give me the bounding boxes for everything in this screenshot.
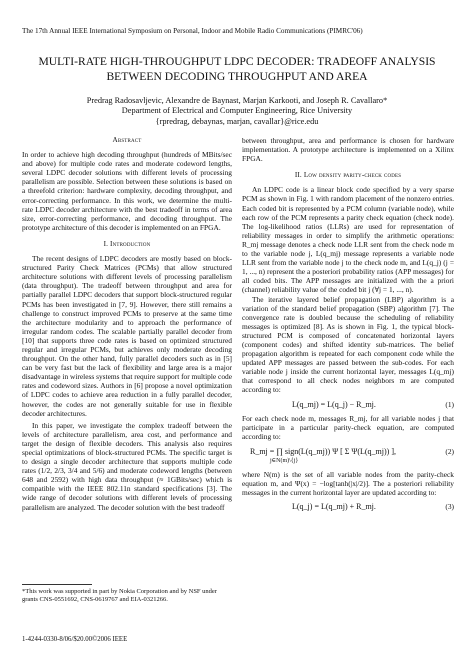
footnote-rule [22,584,92,585]
section-2-heading: II. Low density parity-check codes [294,171,402,180]
right-paragraph-1: An LDPC code is a linear block code specified by a very sparse PCM as shown in Fig. 1 with random placement of the nonzero entries. Each coded bit is represented by a PCM column (variable node), while each row of the PCM represents a parity check equation (check node). The log-likelihood ratios (LLRs) are used for representation of reliability messages in order to simplify the arithmetic operations: R_mj message denotes a check node LLR sent from the check node m to the variable node j, L(q_mj) message represents a variable node LLR sent from the variable node j to the check node m, and L(q_j) (j = 1, ..., n) represent the a posteriori probability ratios (APP messages) for all coded bits. The APP messages are initialized with the a priori (channel) reliability value of the coded bit j (∀j = 1, ..., n). [242,185,454,295]
right-paragraph-3: For each check node m, messages R_mj, for all variable nodes j that participate in a particular parity-check equation, are computed according to: [242,413,454,441]
copyright-line: 1-4244-0330-8/06/$20.00©2006 IEEE [22,636,128,643]
right-paragraph-4: where N(m) is the set of all variable nodes from the parity-check equation m, and Ψ(x) = −log[tanh(|x|/2)]. The a posteriori reliability messages in the current horizontal layer are updated according to: [242,470,454,498]
right-column [242,136,454,511]
paper-title [20,55,454,84]
equation-2-subscript: j∈N(m)\{j} [270,458,299,464]
intro-paragraph-1: The recent designs of LDPC decoders are mostly based on block-structured Parity Check Matrices (PCMs) that allow structured architecture solutions with different levels of processing parallelism (data throughput). The tradeoff between throughput and area for partially parallel LDPC decoders that support block-structured regular PCMs has been investigated in [7, 9]. However, there still remains a challenge to construct improved PCMs to preserve at the same time the architecture modularity and to approach the performance of irregular random codes. The scalable partially parallel decoder from [10] that supports three code rates is based on optimized structured regular and irregular PCMs, but achieves only moderate decoding throughput. On the other hand, fully parallel decoders such as in [5] can be very fast but the lack of flexibility and large area is a major disadvantage in wireless systems that require support for multiple code rates and codeword sizes. Authors in [6] propose a novel optimization of LDPC codes to achieve area reduction in a fully parallel decoder, however, the codes are not generally suitable for use in flexible decoder architectures. [22,254,232,418]
equation-3-body: L(q_j) = L(q_mj) + R_mj. [292,502,376,512]
equation-2-body: R_mj = ∏ sign(L(q_mj)) Ψ [ Σ Ψ(L(q_mj)) ], [250,446,396,456]
equation-1-body: L(q_mj) = L(q_j) − R_mj. [292,399,376,409]
equation-2 [250,447,454,456]
title-line-2: BETWEEN DECODING THROUGHPUT AND AREA [106,69,368,83]
equation-3 [292,502,454,511]
conference-header: The 17th Annual IEEE International Symposium on Personal, Indoor and Mobile Radio Communications (PIMRC'06) [22,27,363,35]
abstract-heading: Abstract [112,136,142,144]
footnote: *This work was supported in part by Nokia Corporation and by NSF under grants CNS-0551692, CNS-0619767 and EIA-0321266. [22,588,217,603]
equation-1-number: (1) [445,399,454,409]
affiliation: Department of Electrical and Computer Engineering, Rice University [121,106,353,116]
right-paragraph-2: The iterative layered belief propagation (LBP) algorithm is a variation of the standard belief propagation (SBP) algorithm [7]. The convergence rate is doubled because the scheduling of reliability messages is optimized [8]. As is shown in Fig. 1, the typical block-structured PCM is composed of concatenated horizontal layers (component codes) and shifted identity sub-matrices. The belief propagation algorithm is repeated for each component code while the updated APP messages are passed between the sub-codes. For each variable node j inside the current horizontal layer, messages L(q_mj) that correspond to all check nodes neighbors m are computed according to: [242,294,454,395]
author-block [20,96,454,127]
left-column [22,136,232,512]
right-paragraph-0: between throughput, area and performance is chosen for hardware implementation. A prototype architecture is implemented on a Xilinx FPGA. [242,136,454,164]
intro-heading: I. Introduction [103,239,151,248]
title-line-1: MULTI-RATE HIGH-THROUGHPUT LDPC DECODER: TRADEOFF ANALYSIS [38,55,436,68]
authors: Predrag Radosavljevic, Alexandre de Baynast, Marjan Karkooti, and Joseph R. Cavallaro* [86,96,388,105]
intro-paragraph-2: In this paper, we investigate the complex tradeoff between the levels of architecture parallelism, area cost, and performance and target the design of flexible decoders. This analysis also requires special optimizations of block-structured PCMs. The specific target is to design a single decoder architecture that supports multiple code rates (1/2, 2/3, 3/4 and 5/6) and moderate codeword lengths (between 648 and 2592) with high data throughput (≈ 1GBits/sec) which is compatible with the IEEE 802.11n standard specifications [3]. The wide range of decoder solutions with different levels of processing parallelism are analyzed. The decoder solution with the best tradeoff [22,420,232,512]
equation-2-number: (2) [445,446,454,456]
equation-3-number: (3) [445,502,454,512]
equation-1 [292,400,454,409]
emails: {rpredrag, debaynas, marjan, cavallar}@rice.edu [155,116,319,126]
abstract-text: In order to achieve high decoding throughput (hundreds of MBits/sec and above) for multiple code rates and moderate codeword lengths, several LDPC decoder solutions with different levels of processing parallelism are possible. Selection between these solutions is based on a threefold criterion: hardware complexity, decoding throughput, and error-correcting performance. In this work, we determine the multi-rate LDPC decoder architecture with the best tradeoff in terms of area size, error-correcting performance, and decoding throughput. The prototype architecture of this decoder is implemented on an FPGA. [22,150,232,232]
